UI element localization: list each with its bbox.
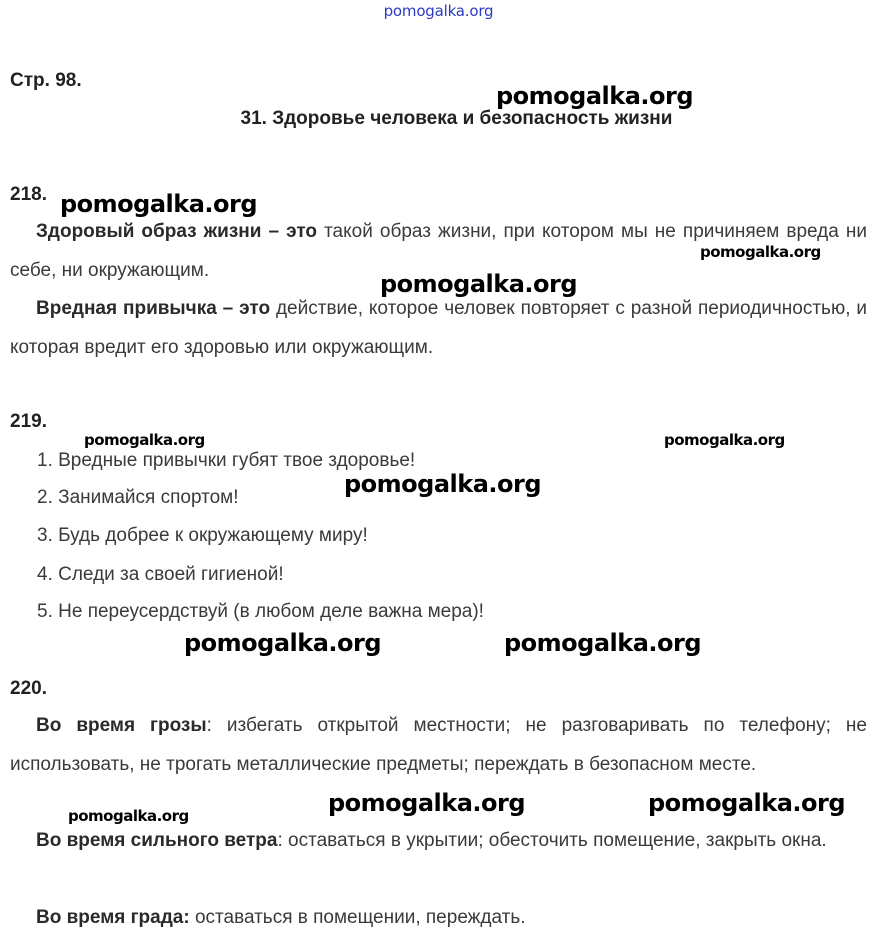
- watermark: pomogalka.org: [60, 190, 258, 218]
- watermark: pomogalka.org: [68, 807, 189, 825]
- page-number: Стр. 98.: [10, 70, 82, 91]
- task-220-paragraph-3: [10, 898, 867, 937]
- watermark: pomogalka.org: [700, 243, 821, 261]
- definition-bad-habit: действие, которое человек повторяет с разной периодичностью, и которая вредит его здоровью или окружающим.: [10, 298, 868, 358]
- watermark: pomogalka.org: [84, 431, 205, 449]
- watermark: pomogalka.org: [328, 789, 526, 817]
- watermark: pomogalka.org: [344, 470, 542, 498]
- term-bad-habit: Вредная привычка – это: [36, 298, 271, 319]
- watermark: pomogalka.org: [504, 629, 702, 657]
- list-item: 1. Вредные привычки губят твое здоровье!: [37, 450, 416, 471]
- task-220-paragraph-2: [10, 821, 867, 860]
- watermark: pomogalka.org: [184, 629, 382, 657]
- term-hail: Во время града:: [36, 907, 190, 928]
- list-item: 4. Следи за своей гигиеной!: [37, 564, 284, 585]
- watermark: pomogalka.org: [648, 789, 846, 817]
- task-220-paragraph-1: [10, 706, 867, 784]
- list-item: 5. Не переусердствуй (в любом деле важна мера)!: [37, 601, 484, 622]
- list-item: 2. Занимайся спортом!: [37, 487, 239, 508]
- advice-hail: оставаться в помещении, переждать.: [189, 907, 526, 928]
- term-strong-wind: Во время сильного ветра: [36, 830, 278, 851]
- task-number-219: 219.: [10, 411, 47, 432]
- task-number-218: 218.: [10, 184, 47, 205]
- advice-strong-wind: : оставаться в укрытии; обесточить помещение, закрыть окна.: [277, 830, 827, 851]
- site-link-header[interactable]: pomogalka.org: [383, 2, 494, 20]
- task-number-220: 220.: [10, 678, 47, 699]
- section-title: 31. Здоровье человека и безопасность жизни: [240, 108, 673, 129]
- watermark: pomogalka.org: [380, 270, 578, 298]
- term-thunderstorm: Во время грозы: [36, 715, 207, 736]
- watermark: pomogalka.org: [664, 431, 785, 449]
- advice-thunderstorm: : избегать открытой местности; не разговаривать по телефону; не использовать, не трогать металлические предметы; переждать в безопасном месте.: [10, 715, 867, 775]
- task-218-paragraph-2: [10, 289, 867, 367]
- term-healthy-lifestyle: Здоровый образ жизни – это: [36, 221, 318, 242]
- definition-healthy-lifestyle: такой образ жизни, при котором мы не причиняем вреда ни себе, ни окружающим.: [10, 221, 867, 281]
- list-item: 3. Будь добрее к окружающему миру!: [37, 525, 368, 546]
- watermark: pomogalka.org: [496, 82, 694, 110]
